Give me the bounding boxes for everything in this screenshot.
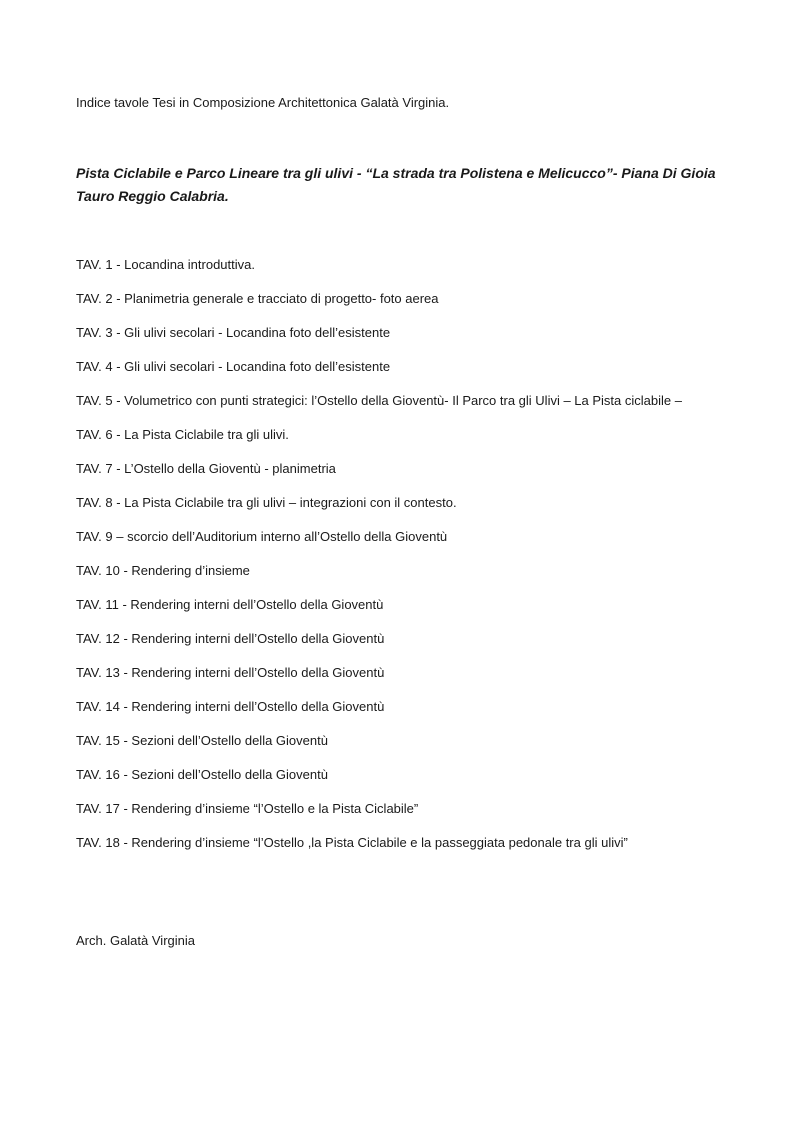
table-entry-18: TAV. 18 - Rendering d’insieme “l’Ostello ,la Pista Ciclabile e la passeggiata pedonale tra gli ulivi”	[76, 835, 628, 850]
table-entry-12: TAV. 12 - Rendering interni dell’Ostello della Gioventù	[76, 631, 385, 646]
document-header: Indice tavole Tesi in Composizione Architettonica Galatà Virginia.	[76, 95, 450, 110]
table-entry-3: TAV. 3 - Gli ulivi secolari - Locandina foto dell’esistente	[76, 325, 391, 340]
author-signature: Arch. Galatà Virginia	[76, 933, 195, 948]
project-subtitle: Pista Ciclabile e Parco Lineare tra gli ulivi - “La strada tra Polistena e Melicucco”- Piana Di Gioia Tauro Reggio Calabria.	[76, 165, 716, 204]
table-entry-8: TAV. 8 - La Pista Ciclabile tra gli ulivi – integrazioni con il contesto.	[76, 495, 457, 510]
table-entry-7: TAV. 7 - L’Ostello della Gioventù - planimetria	[76, 461, 336, 476]
table-entry-10: TAV. 10 - Rendering d’insieme	[76, 563, 250, 578]
table-entry-11: TAV. 11 - Rendering interni dell’Ostello della Gioventù	[76, 597, 384, 612]
table-entry-1: TAV. 1 - Locandina introduttiva.	[76, 257, 255, 272]
table-entry-17: TAV. 17 - Rendering d’insieme “l’Ostello e la Pista Ciclabile”	[76, 801, 419, 816]
table-entry-6: TAV. 6 - La Pista Ciclabile tra gli ulivi.	[76, 427, 289, 442]
tables-index-list	[76, 256, 756, 868]
table-entry-2: TAV. 2 - Planimetria generale e tracciato di progetto- foto aerea	[76, 291, 439, 306]
table-entry-13: TAV. 13 - Rendering interni dell’Ostello della Gioventù	[76, 665, 385, 680]
table-entry-9: TAV. 9 – scorcio dell’Auditorium interno all’Ostello della Gioventù	[76, 529, 448, 544]
table-entry-16: TAV. 16 - Sezioni dell’Ostello della Gioventù	[76, 767, 328, 782]
table-entry-15: TAV. 15 - Sezioni dell’Ostello della Gioventù	[76, 733, 328, 748]
table-entry-14: TAV. 14 - Rendering interni dell’Ostello della Gioventù	[76, 699, 385, 714]
table-entry-4: TAV. 4 - Gli ulivi secolari - Locandina foto dell’esistente	[76, 359, 391, 374]
table-entry-5: TAV. 5 - Volumetrico con punti strategici: l’Ostello della Gioventù- Il Parco tra gli Ulivi – La Pista ciclabile –	[76, 393, 682, 408]
